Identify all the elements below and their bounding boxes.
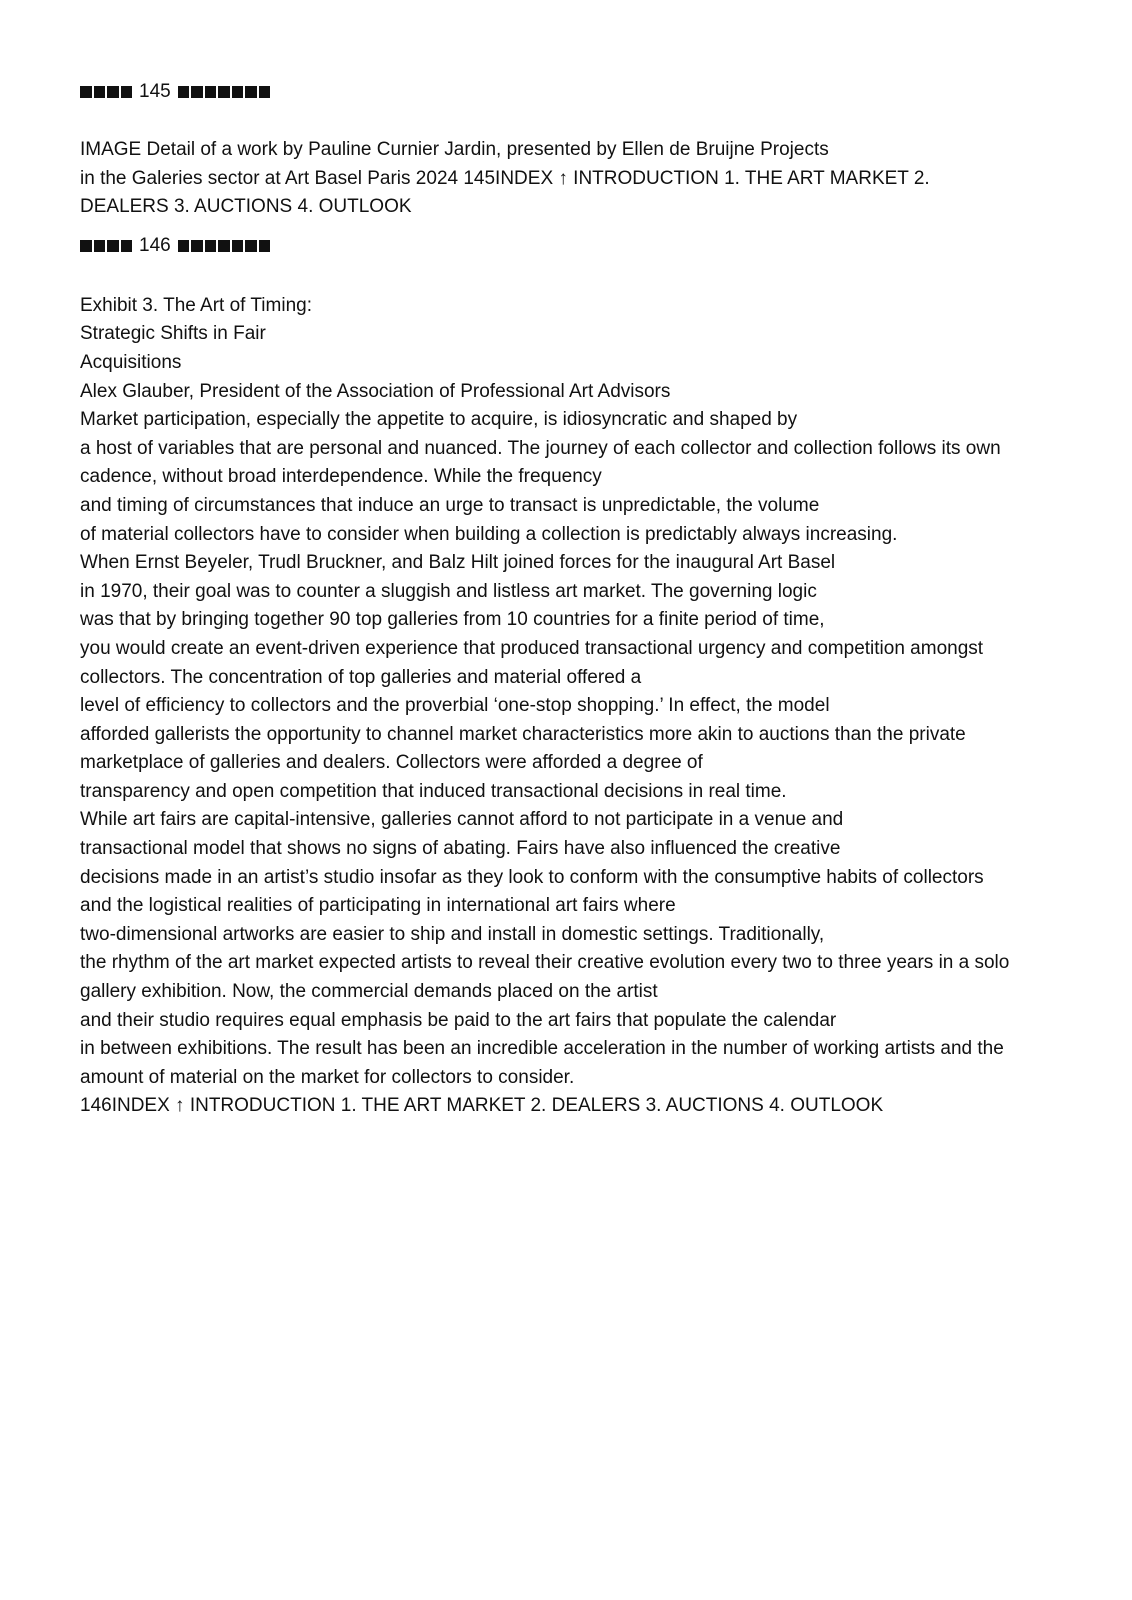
author-line: Alex Glauber, President of the Association of Professional Art Advisors (80, 380, 671, 402)
text-line: you would create an event-driven experience that produced transactional urgency and competition amongst (80, 637, 984, 659)
document-page (80, 78, 1070, 1121)
text-line: in the Galeries sector at Art Basel Paris 2024 145INDEX ↑ INTRODUCTION 1. THE ART MARKET 2. (80, 167, 930, 189)
text-line: a host of variables that are personal and nuanced. The journey of each collector and collection follows its own (80, 437, 1001, 459)
text-line: When Ernst Beyeler, Trudl Bruckner, and Balz Hilt joined forces for the inaugural Art Basel (80, 552, 836, 574)
text-line: and the logistical realities of participating in international art fairs where (80, 895, 676, 917)
text-line: two-dimensional artworks are easier to ship and install in domestic settings. Traditionally, (80, 923, 825, 945)
exhibit-title-line: Acquisitions (80, 351, 182, 373)
text-line: IMAGE Detail of a work by Pauline Curnier Jardin, presented by Ellen de Bruijne Projects (80, 139, 829, 160)
page-marker-145 (80, 78, 1070, 106)
text-line: transparency and open competition that induced transactional decisions in real time. (80, 780, 787, 802)
text-line: While art fairs are capital-intensive, galleries cannot afford to not participate in a venue and (80, 809, 844, 831)
redacted-blocks-left (80, 86, 132, 98)
text-line: was that by bringing together 90 top galleries from 10 countries for a finite period of time, (80, 609, 825, 631)
text-line: Market participation, especially the appetite to acquire, is idiosyncratic and shaped by (80, 409, 798, 431)
text-line: marketplace of galleries and dealers. Collectors were afforded a degree of (80, 752, 703, 774)
redacted-blocks-left (80, 240, 132, 252)
image-caption-block (80, 136, 1070, 222)
text-line: decisions made in an artist’s studio insofar as they look to conform with the consumptive habits of collectors (80, 866, 984, 888)
text-line: level of efficiency to collectors and the proverbial ‘one-stop shopping.’ In effect, the model (80, 695, 830, 717)
exhibit-title-line: Strategic Shifts in Fair (80, 323, 266, 345)
text-line: amount of material on the market for collectors to consider. (80, 1066, 575, 1088)
text-line: in 1970, their goal was to counter a sluggish and listless art market. The governing logic (80, 580, 817, 602)
page-number: 145 (139, 81, 171, 102)
text-line: in between exhibitions. The result has been an incredible acceleration in the number of working artists and the (80, 1038, 1004, 1060)
footer-nav-line: 146INDEX ↑ INTRODUCTION 1. THE ART MARKET 2. DEALERS 3. AUCTIONS 4. OUTLOOK (80, 1095, 884, 1117)
page-number: 146 (139, 234, 171, 256)
text-line: cadence, without broad interdependence. While the frequency (80, 466, 602, 488)
text-line: gallery exhibition. Now, the commercial demands placed on the artist (80, 981, 658, 1003)
redacted-blocks-right (178, 86, 271, 98)
exhibit-title-line: Exhibit 3. The Art of Timing: (80, 294, 312, 316)
article-body (80, 292, 1070, 1121)
page-marker-146 (80, 232, 1070, 260)
text-line: and their studio requires equal emphasis be paid to the art fairs that populate the calendar (80, 1009, 837, 1031)
text-line: and timing of circumstances that induce an urge to transact is unpredictable, the volume (80, 494, 820, 516)
text-line: afforded gallerists the opportunity to channel market characteristics more akin to auctions than the private (80, 723, 966, 745)
text-line: the rhythm of the art market expected artists to reveal their creative evolution every two to three years in a solo (80, 952, 1010, 974)
text-line: DEALERS 3. AUCTIONS 4. OUTLOOK (80, 196, 412, 218)
text-line: transactional model that shows no signs of abating. Fairs have also influenced the creative (80, 838, 841, 860)
text-line: of material collectors have to consider when building a collection is predictably always increasing. (80, 523, 898, 545)
text-line: collectors. The concentration of top galleries and material offered a (80, 666, 642, 688)
redacted-blocks-right (178, 240, 271, 252)
